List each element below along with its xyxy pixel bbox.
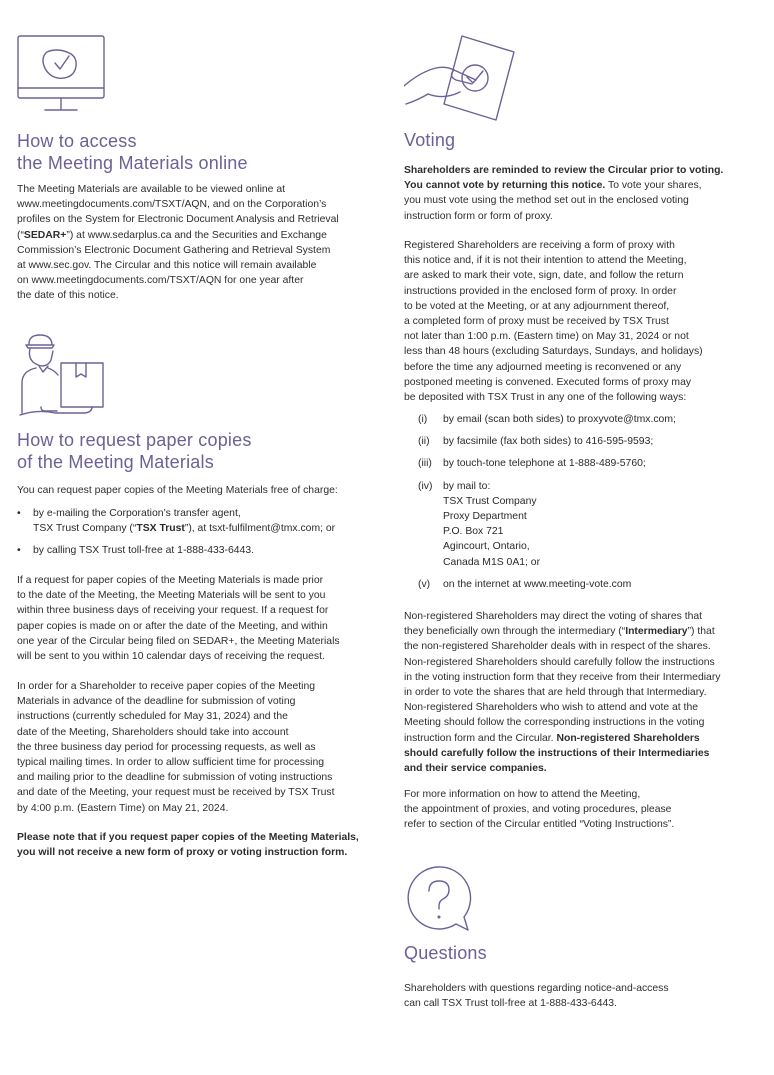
voting-non-registered: Non-registered Shareholders may direct the voting of shares that they beneficially own through the intermediary (“Intermediary”) that the non-registered Shareholder deals with in respect of the shares. Non-registered Shareholders should carefully follow the instructions in the voting instruction form that they receive from their Intermediary in order to vote the shares that are held through that Intermediary. Non-registered Shareholders who wish to attend and vote at the Meeting should follow the corresponding instructions in the voting instruction form and the Circular. Non-registered Shareholders should carefully follow the instructions of their Intermediaries and their service companies. xyxy=(404,611,721,775)
list-item: (v) on the internet at www.meeting-vote.com xyxy=(418,578,632,590)
access-body: The Meeting Materials are available to be viewed online at www.meetingdocuments.com/TSXT/AQN, and on the Corporation’s profiles on the System for Electronic Document Analysis and Retrieval (“SEDAR+”) at www.sedarplus.ca and the Securities and Exchange Commission’s Electronic Document Gathering and Retrieval System at www.sec.gov. The Circular and this notice will remain available on www.meetingdocuments.com/TSXT/AQN for one year after the date of this notice. xyxy=(17,184,339,302)
voting-registered: Registered Shareholders are receiving a form of proxy with this notice and, if it is not their intention to attend the Meeting, are asked to mark their vote, sign, date, and follow the return instructions provided in the enclosed form of proxy. In order to be voted at the Meeting, or at any adjournment thereof, a completed form of proxy must be received by TSX Trust not later than 1:00 p.m. (Eastern time) on May 31, 2024 or not less than 48 hours (excluding Saturdays, Sundays, and holidays) before the time any adjourned meeting is reconvened or any postponed meeting is convened. Executed forms of proxy may be deposited with TSX Trust in any one of the following ways: xyxy=(404,240,703,404)
list-item: • by e-mailing the Corporation’s transfer agent, TSX Trust Company (“TSX Trust”), at tsxt-fulfilment@tmx.com; or xyxy=(17,506,373,536)
computer-monitor-check-icon xyxy=(17,35,107,121)
paper-copies-para1: If a request for paper copies of the Meeting Materials is made prior to the date of the Meeting, the Meeting Materials will be sent to you within three business days of receiving your request. If a request for paper copies is made on or after the date of the Meeting, and within one year of the Circular being filed on SEDAR+, the Meeting Materials will be sent to you within 10 calendar days of receiving the request. xyxy=(17,575,340,663)
list-item: (iv) by mail to: TSX Trust Company Proxy Department P.O. Box 721 Agincourt, Ontario, Canada M1S 0A1; or xyxy=(418,480,541,568)
voting-intro: Shareholders are reminded to review the Circular prior to voting. You cannot vote by returning this notice. To vote your shares, you must vote using the method set out in the enclosed voting instruction form or form of proxy. xyxy=(404,165,724,222)
list-item: (ii) by facsimile (fax both sides) to 416-595-9593; xyxy=(418,436,654,448)
voting-methods-list xyxy=(404,412,754,592)
paper-copies-list xyxy=(17,506,373,559)
delivery-person-box-icon xyxy=(17,333,109,423)
paper-copies-para2: In order for a Shareholder to receive paper copies of the Meeting Materials in advance of the deadline for submission of voting instructions (currently scheduled for May 31, 2024) and the date of the Meeting, Shareholders should take into account the three business day period for processing requests, as well as typical mailing times. In order to allow sufficient time for processing and mailing prior to the deadline for submission of voting instructions and date of the Meeting, your request must be received by TSX Trust by 4:00 p.m. (Eastern Time) on May 21, 2024. xyxy=(17,681,335,814)
question-speech-bubble-icon xyxy=(404,865,474,935)
list-item: (i) by email (scan both sides) to proxyvote@tmx.com; xyxy=(418,414,676,425)
voting-title: Voting xyxy=(404,130,456,150)
paper-copies-note: Please note that if you request paper copies of the Meeting Materials, you will not receive a new form of proxy or voting instruction form. xyxy=(17,832,359,859)
voting-more-info: For more information on how to attend the Meeting, the appointment of proxies, and voting procedures, please refer to section of the Circular entitled “Voting Instructions”. xyxy=(404,789,675,831)
list-item: (iii) by touch-tone telephone at 1-888-489-5760; xyxy=(418,458,646,470)
access-title: How to access the Meeting Materials online xyxy=(17,131,248,173)
list-item: • by calling TSX Trust toll-free at 1-888-433-6443. xyxy=(17,543,373,558)
paper-copies-intro: You can request paper copies of the Meeting Materials free of charge: xyxy=(17,485,338,496)
questions-title: Questions xyxy=(404,943,487,963)
paper-copies-title: How to request paper copies of the Meeting Materials xyxy=(17,430,252,472)
hand-ballot-check-icon xyxy=(404,34,516,124)
questions-body: Shareholders with questions regarding notice-and-access can call TSX Trust toll-free at 1-888-433-6443. xyxy=(404,983,669,1010)
